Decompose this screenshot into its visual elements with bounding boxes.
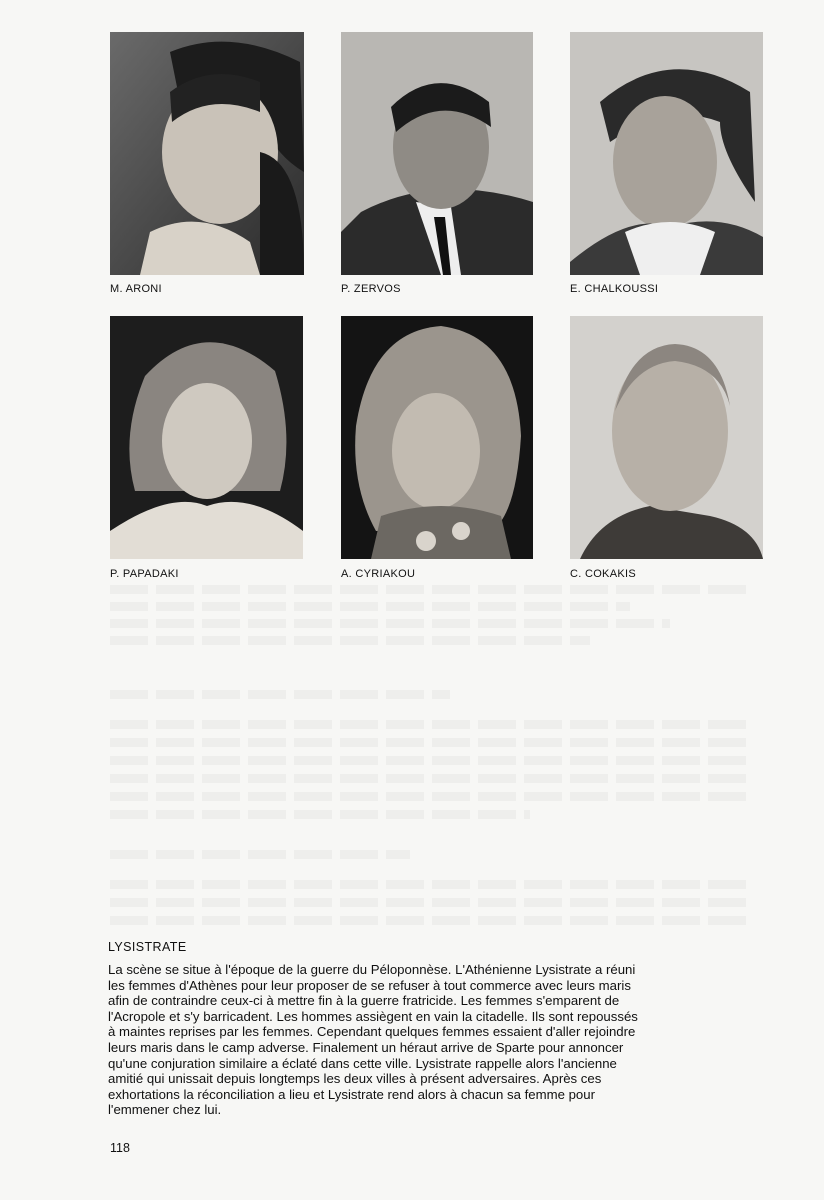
portrait-photo-cokakis	[570, 316, 763, 559]
synopsis-line: exhortations la réconciliation a lieu et Lysistrate rend alors à chacun sa femme pour	[108, 1086, 595, 1102]
portrait-photo-chalkoussi	[570, 32, 763, 275]
portrait-photo-zervos	[341, 32, 533, 275]
portrait-caption: C. COKAKIS	[570, 568, 636, 580]
portrait-caption: M. ARONI	[110, 283, 162, 295]
synopsis-line: afin de contraindre ceux-ci à mettre fin à la guerre fratricide. Les femmes s'emparent de	[108, 993, 620, 1009]
synopsis-paragraph	[108, 962, 728, 1118]
synopsis-line: leurs maris dans le camp adverse. Finalement un héraut arrive de Sparte pour annoncer	[108, 1039, 624, 1055]
page-number: 118	[110, 1141, 130, 1155]
portrait-caption: P. ZERVOS	[341, 283, 401, 295]
synopsis-line: qu'une conjuration similaire a éclaté dans cette ville. Lysistrate rappelle alors l'ancienne	[108, 1055, 617, 1071]
synopsis-line: amitié qui unissait depuis longtemps les deux villes à présent adversaires. Après ces	[108, 1071, 602, 1087]
portrait-caption: A. CYRIAKOU	[341, 568, 416, 580]
section-title: LYSISTRATE	[108, 940, 187, 954]
portrait-photo-aroni	[110, 32, 304, 275]
synopsis-line: La scène se situe à l'époque de la guerre du Péloponnèse. L'Athénienne Lysistrate a réuni	[108, 962, 636, 977]
portrait-photo-cyriakou	[341, 316, 533, 559]
synopsis-line: l'emmener chez lui.	[108, 1102, 222, 1118]
synopsis-line: à maintes reprises par les femmes. Cependant quelques femmes essaient d'aller rejoindre	[108, 1024, 636, 1040]
synopsis-line: l'Acropole et s'y barricadent. Les hommes assiègent en vain la citadelle. Ils sont repoussés	[108, 1008, 638, 1024]
portrait-photo-papadaki	[110, 316, 303, 559]
portrait-caption: P. PAPADAKI	[110, 568, 179, 580]
portrait-caption: E. CHALKOUSSI	[570, 283, 659, 295]
synopsis-line: les femmes d'Athènes pour leur proposer de se refuser à tout commerce avec leurs maris	[108, 977, 631, 993]
